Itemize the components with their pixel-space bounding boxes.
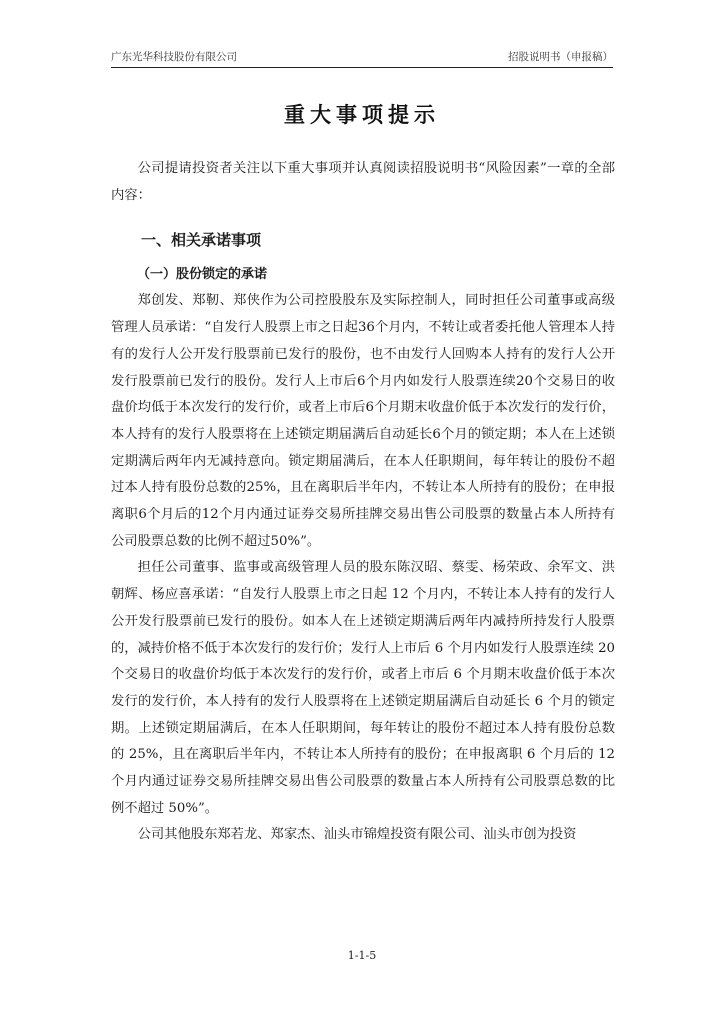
body-paragraph: 郑创发、郑靭、郑侠作为公司控股股东及实际控制人，同时担任公司董事或高级管理人员承诺：“自发行人股票上市之日起36个月内，不转让或者委托他人管理本人持有的发行人公开发行股票前已发行的股份，也不由发行人回购本人持有的发行人公开发行股票前已发行的股份。发行人上市后6个月内如发行人股票连续20个交易日的收盘价均低于本次发行的发行价，或者上市后6个月期末收盘价低于本次发行的发行价，本人持有的发行人股票将在上述锁定期届满后自动延长6个月的锁定期；本人在上述锁定期满后两年内无减持意向。锁定期届满后，在本人任职期间，每年转让的股份不超过本人持有股份总数的25%，且在离职后半年内，不转让本人所持有的股份；在申报离职6个月后的12个月内通过证券交易所挂牌交易出售公司股票的数量占本人所持有公司股票总数的比例不超过50%”。 xyxy=(111,293,615,549)
section-heading: 一、相关承诺事项 xyxy=(141,231,262,250)
header-company: 广东光华科技股份有限公司 xyxy=(111,51,237,63)
document-body xyxy=(111,156,615,849)
subsection-heading: （一）股份锁定的承诺 xyxy=(137,267,268,283)
header-doc-type: 招股说明书（申报稿） xyxy=(508,51,613,63)
body-paragraph: 公司其他股东郑若龙、郑家杰、汕头市锦煌投资有限公司、汕头市创为投资 xyxy=(137,827,577,843)
page-title: 重大事项提示 xyxy=(284,103,440,127)
intro-paragraph: 公司提请投资者关注以下重大事项并认真阅读招股说明书“风险因素”一章的全部内容： xyxy=(111,161,615,203)
body-paragraph: 担任公司董事、监事或高级管理人员的股东陈汉昭、蔡雯、杨荣政、余军文、洪朝辉、杨应喜承诺：“自发行人股票上市之日起 12 个月内，不转让本人持有的发行人公开发行股票前已发行的股份。如本人在上述锁定期满后两年内减持所持发行人股票的，减持价格不低于本次发行的发行价；发行人上市后 6 个月内如发行人股票连续 20 个交易日的收盘价均低于本次发行的发行价，或者上市后 6 个月期末收盘价低于本次发行的发行价，本人持有的发行人股票将在上述锁定期届满后自动延长 6 个月的锁定期。上述锁定期届满后，在本人任职期间，每年转让的股份不超过本人持有股份总数的 25%，且在离职后半年内，不转让本人所持有的股份；在申报离职 6 个月后的 12 个月内通过证券交易所挂牌交易出售公司股票的数量占本人所持有公司股票总数的比例不超过 50%”。 xyxy=(111,560,615,816)
header-divider xyxy=(111,67,613,68)
page-header xyxy=(111,50,613,64)
page-number: 1-1-5 xyxy=(347,949,377,962)
